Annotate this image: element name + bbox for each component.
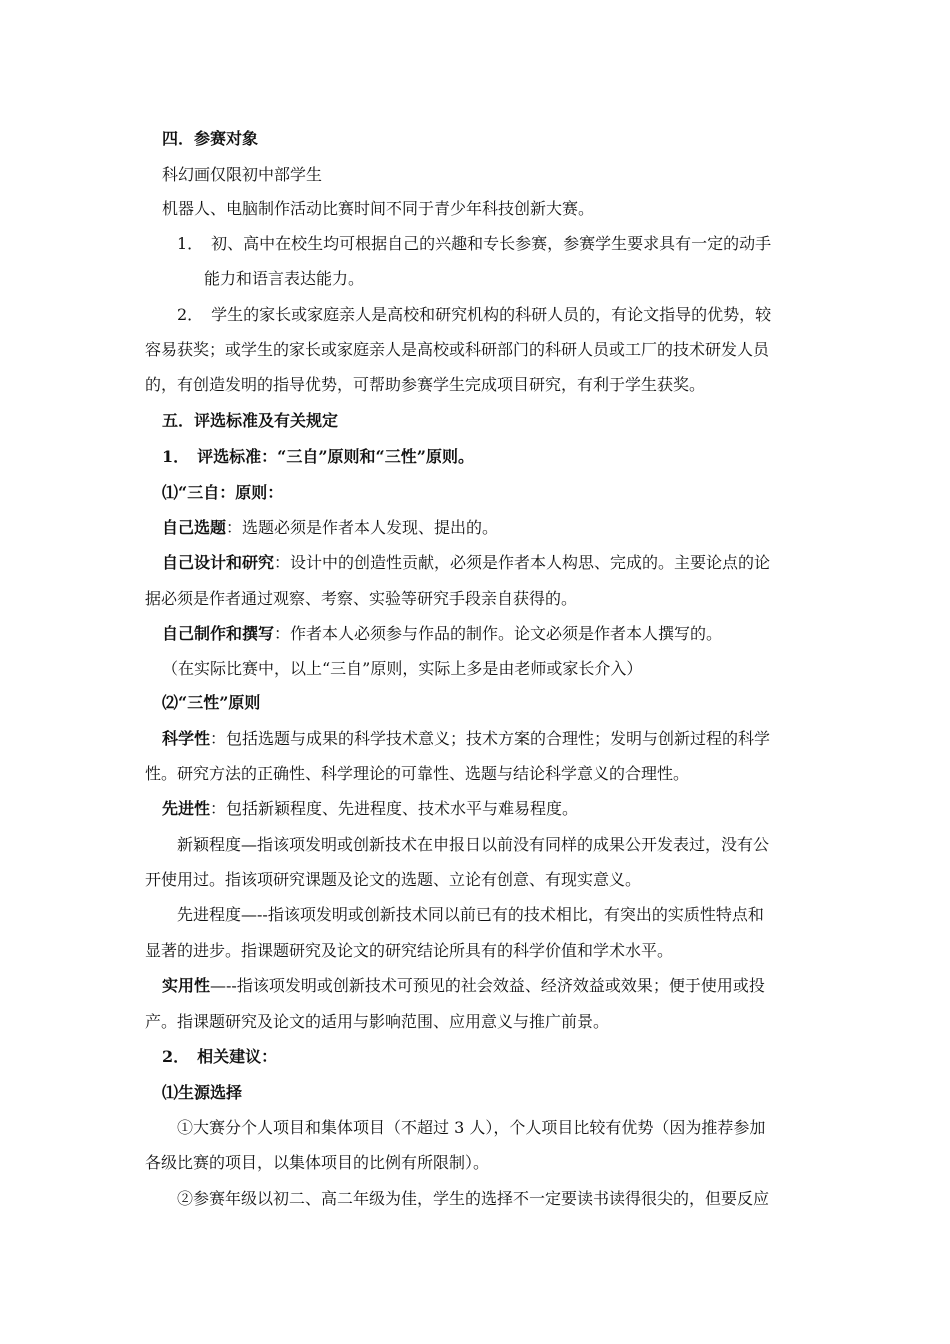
list-item-1: 1． 初、高中在校生均可根据自己的兴趣和专长参赛，参赛学生要求具有一定的动手 — [177, 234, 772, 253]
term: 自己制作和撰写 — [162, 624, 275, 643]
paragraph-practical: 实用性—--指该项发明或创新技术可预见的社会效益、经济效益或效果；便于使用或投 — [162, 976, 765, 995]
paragraph: 科幻画仅限初中部学生 — [162, 165, 323, 184]
paragraph-self-topic: 自己选题：选题必须是作者本人发现、提出的。 — [162, 518, 499, 537]
paragraph-cont: 开使用过。指该项研究课题及论文的选题、立论有创意、有现实意义。 — [145, 870, 642, 889]
list-item-2-cont: 的，有创造发明的指导优势，可帮助参赛学生完成项目研究，有利于学生获奖。 — [145, 375, 706, 394]
paragraph-cont: 产。指课题研究及论文的适用与影响范围、应用意义与推广前景。 — [145, 1012, 610, 1031]
subheading-suggestions: 2． 相关建议： — [162, 1047, 278, 1066]
list-item-circled-1: ①大赛分个人项目和集体项目（不超过 3 人），个人项目比较有优势（因为推荐参加 — [177, 1118, 766, 1137]
paragraph-cont: 显著的进步。指课题研究及论文的研究结论所具有的科学价值和学术水平。 — [145, 941, 674, 960]
term: 自己设计和研究 — [162, 553, 275, 572]
paragraph-cont: 各级比赛的项目，以集体项目的比例有所限制）。 — [145, 1153, 490, 1172]
paragraph-novelty: 新颖程度—指该项发明或创新技术在申报日以前没有同样的成果公开发表过，没有公 — [177, 835, 770, 854]
note: （在实际比赛中，以上“三自”原则，实际上多是由老师或家长介入） — [162, 659, 643, 678]
subheading-three-self: ⑴“三自：原则： — [162, 483, 284, 502]
subheading-three-nature: ⑵“三性”原则 — [162, 693, 261, 712]
subheading-student-selection: ⑴生源选择 — [162, 1083, 243, 1102]
term: 先进性 — [162, 799, 211, 818]
list-item-circled-2: ②参赛年级以初二、高二年级为佳，学生的选择不一定要读书读得很尖的，但要反应 — [177, 1189, 770, 1208]
paragraph-advanced-degree: 先进程度—--指该项发明或创新技术同以前已有的技术相比，有突出的实质性特点和 — [177, 905, 764, 924]
section5-heading: 五．评选标准及有关规定 — [162, 411, 339, 430]
term: 实用性 — [162, 976, 211, 995]
term: 自己选题 — [162, 518, 227, 537]
list-item-2-cont: 容易获奖；或学生的家长或家庭亲人是高校或科研部门的科研人员或工厂的技术研发人员 — [145, 340, 770, 359]
subheading-criteria: 1． 评选标准：“三自”原则和“三性”原则。 — [162, 447, 474, 466]
paragraph-cont: 据必须是作者通过观察、考察、实验等研究手段亲自获得的。 — [145, 589, 578, 608]
list-item-2: 2． 学生的家长或家庭亲人是高校和研究机构的科研人员的，有论文指导的优势，较 — [177, 305, 772, 324]
paragraph-self-design: 自己设计和研究：设计中的创造性贡献，必须是作者本人构思、完成的。主要论点的论 — [162, 553, 771, 572]
paragraph-science: 科学性：包括选题与成果的科学技术意义；技术方案的合理性；发明与创新过程的科学 — [162, 729, 771, 748]
section4-heading: 四．参赛对象 — [162, 129, 259, 148]
paragraph-cont: 性。研究方法的正确性、科学理论的可靠性、选题与结论科学意义的合理性。 — [145, 764, 690, 783]
list-item-1-cont: 能力和语言表达能力。 — [204, 269, 365, 288]
paragraph: 机器人、电脑制作活动比赛时间不同于青少年科技创新大赛。 — [162, 199, 595, 218]
paragraph-advanced: 先进性：包括新颖程度、先进程度、技术水平与难易程度。 — [162, 799, 579, 818]
term: 科学性 — [162, 729, 211, 748]
paragraph-self-make: 自己制作和撰写：作者本人必须参与作品的制作。论文必须是作者本人撰写的。 — [162, 624, 723, 643]
